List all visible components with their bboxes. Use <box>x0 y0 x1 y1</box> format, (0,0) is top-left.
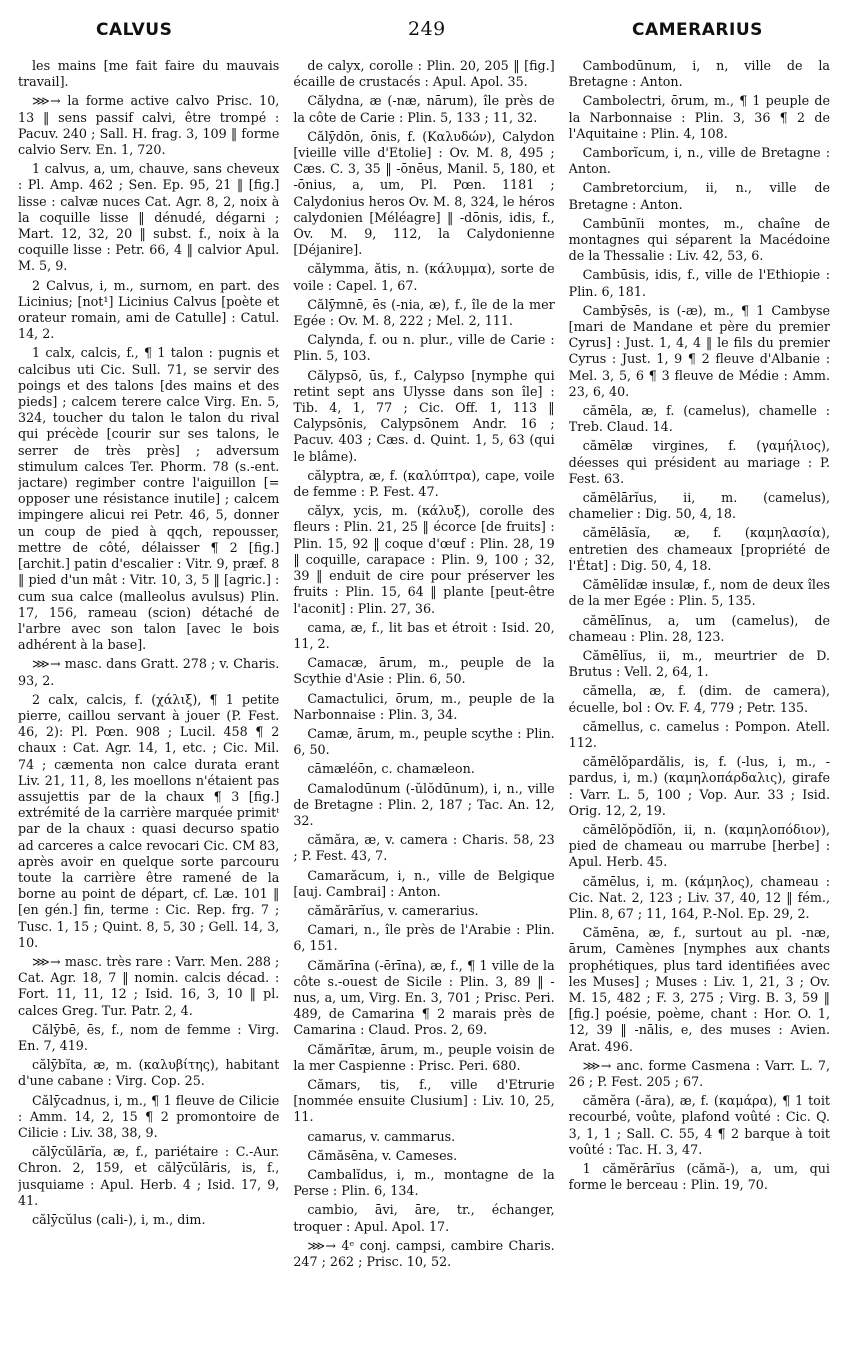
dictionary-entry: les mains [me fait faire du mauvais travail]. <box>18 58 280 90</box>
dictionary-entry: Călydna, æ (-næ, nārum), île près de la côte de Carie : Plin. 5, 133 ; 11, 32. <box>293 93 555 125</box>
dictionary-entry: Camarăcum, i, n., ville de Belgique [auj. Cambrai] : Anton. <box>293 867 555 899</box>
running-head-left: CALVUS <box>96 20 173 40</box>
dictionary-entry: Cambūsis, idis, f., ville de l'Ethiopie : Plin. 6, 181. <box>568 267 830 299</box>
running-head-right: CAMERARIUS <box>632 20 763 40</box>
dictionary-entry: cămărārĭus, v. camerarius. <box>307 902 479 918</box>
page-number: 249 <box>408 18 446 40</box>
dictionary-entry: Cambolectri, ōrum, m., ¶ 1 peuple de la Narbonnaise : Plin. 3, 36 ¶ 2 de l'Aquitaine : Plin. 4, 108. <box>568 93 830 141</box>
dictionary-entry: Călypsō, ūs, f., Calypso [nymphe qui retint sept ans Ulysse dans son île] : Tib. 4, 1, 77 ; Cic. Off. 1, 113 ‖ Calypsōnis, Calypsōnem Andr. 16 ; Pacuv. 403 ; Cæs. d. Quint. 1, 5, 63 (qui le blâme). <box>293 367 555 464</box>
dictionary-entry: 1 calx, calcis, f., ¶ 1 talon : pugnis et calcibus uti Cic. Sull. 71, se servir des poings et des talons [des mains et des pieds] ; calcem terere calce Virg. En. 5, 324, toucher du talon le talon du rival qui précède [courir sur ses talons, le serrer de très près] ; adversum stimulum calces Ter. Phorm. 78 (s.-ent. jactare) regimber contre l'aiguillon [= opposer une résistance inutile] ; calcem impingere alicui rei Petr. 46, 5, donner un coup de pied à qqch, repousser, mettre de côté, délaisser ¶ 2 [fig.] [archit.] patin d'escalier : Vitr. 9, præf. 8 ‖ pied d'un mât : Vitr. 10, 3, 5 ‖ [agric.] : cum sua calce (malleolus avulsus) Plin. 17, 156, rameau (scion) détaché de l'arbre avec son talon [avec le bois adhérent à la base]. <box>18 345 280 653</box>
dictionary-columns <box>18 58 830 1354</box>
dictionary-entry: cambio, āvi, āre, tr., échanger, troquer : Apul. Apol. 17. <box>293 1202 555 1234</box>
dictionary-entry: 1 cămĕrārĭus (cămă-), a, um, qui forme le berceau : Plin. 19, 70. <box>568 1161 830 1193</box>
dictionary-entry: Călȳcadnus, i, m., ¶ 1 fleuve de Cilicie : Amm. 14, 2, 15 ¶ 2 promontoire de Cilicie : Liv. 38, 38, 9. <box>18 1092 280 1140</box>
dictionary-entry: cămēlæ virgines, f. (γαμήλιος), déesses qui président au mariage : P. Fest. 63. <box>568 438 830 486</box>
dictionary-entry: cămēlŏpŏdĭŏn, ii, n. (καμηλοπόδιον), pied de chameau ou marrube [herbe] : Apul. Herb. 45. <box>568 821 830 870</box>
dictionary-entry: Cămars, tis, f., ville d'Etrurie [nommée ensuite Clusium] : Liv. 10, 25, 11. <box>293 1076 555 1125</box>
dictionary-entry: Camari, n., île près de l'Arabie : Plin. 6, 151. <box>293 922 555 954</box>
dictionary-entry: cămellus, c. camelus : Pompon. Atell. 112. <box>568 718 830 750</box>
dictionary-entry: călȳcŭlus (cali-), i, m., dim. <box>32 1212 206 1228</box>
dictionary-entry: cămăra, æ, v. camera : Charis. 58, 23 ; P. Fest. 43, 7. <box>293 832 555 864</box>
dictionary-entry: Camactulici, ōrum, m., peuple de la Narbonnaise : Plin. 3, 34. <box>293 690 555 722</box>
dictionary-entry: călȳcŭlārĭa, æ, f., pariétaire : C.-Aur. Chron. 2, 159, et călȳcŭlāris, is, f., jusquiame : Apul. Herb. 4 ; Isid. 17, 9, 41. <box>18 1144 280 1208</box>
dictionary-entry: Călȳdōn, ōnis, f. (Καλυδών), Calydon [vieille ville d'Etolie] : Ov. M. 8, 495 ; Cæs. C. 3, 35 ‖ -ōnēus, Manil. 5, 180, et -ōnius, a, um, Pl. Pœn. 1181 ; Calydonius heros Ov. M. 8, 324, le héros calydonien [Méléagre] ‖ -dōnis, idis, f., Ov. M. 9, 112, la Calydonienne [Déjanire]. <box>293 128 555 258</box>
dictionary-entry: Cambȳsēs, is (-æ), m., ¶ 1 Cambyse [mari de Mandane et père du premier Cyrus] : Just. 1, 4, 4 ‖ le fils du premier Cyrus : Just. 1, 9 ¶ 2 fleuve d'Albanie : Mel. 3, 5, 6 ¶ 3 fleuve de Médie : Amm. 23, 6, 40. <box>568 302 830 399</box>
dictionary-entry: cămĕra (-ăra), æ, f. (καμάρα), ¶ 1 toit recourbé, voûte, plafond voûté : Cic. Q. 3, 1, 1 ; Sall. C. 55, 4 ¶ 2 barque à toit voûté : Tac. H. 3, 47. <box>568 1093 830 1157</box>
dictionary-entry: Calynda, f. ou n. plur., ville de Carie : Plin. 5, 103. <box>293 332 555 364</box>
page-header <box>0 0 846 56</box>
dictionary-entry: cămēla, æ, f. (camelus), chamelle : Treb. Claud. 14. <box>568 403 830 435</box>
dictionary-entry: Cămărīna (-ērīna), æ, f., ¶ 1 ville de la côte s.-ouest de Sicile : Plin. 3, 89 ‖ -nus, a, um, Virg. En. 3, 701 ; Prisc. Peri. 489, de Camarina ¶ 2 marais près de Camarina : Claud. Pros. 2, 69. <box>293 957 555 1038</box>
dictionary-entry: Călȳbē, ēs, f., nom de femme : Virg. En. 7, 419. <box>18 1021 280 1053</box>
dictionary-entry: cămēlŏpardălis, is, f. (-lus, i, m., -pardus, i, m.) (καμηλοπάρδαλις), girafe : Varr. L. 5, 100 ; Vop. Aur. 33 ; Isid. Orig. 12, 2, 19. <box>568 754 830 818</box>
dictionary-entry: cāmæléōn, c. chamæleon. <box>307 761 475 777</box>
dictionary-entry: cămēlārĭus, ii, m. (camelus), chamelier : Dig. 50, 4, 18. <box>568 490 830 522</box>
dictionary-entry: Călȳmnē, ēs (-nia, æ), f., île de la mer Egée : Ov. M. 8, 222 ; Mel. 2, 111. <box>293 296 555 329</box>
dictionary-entry: Camacæ, ārum, m., peuple de la Scythie d'Asie : Plin. 6, 50. <box>293 655 555 687</box>
dictionary-entry: de calyx, corolle : Plin. 20, 205 ‖ [fig.] écaille de crustacés : Apul. Apol. 35. <box>293 58 555 90</box>
dictionary-entry: ⋙→ anc. forme Casmena : Varr. L. 7, 26 ; P. Fest. 205 ; 67. <box>568 1057 830 1089</box>
dictionary-entry: ⋙→ la forme active calvo Prisc. 10, 13 ‖ sens passif calvi, être trompé : Pacuv. 240 ; Sall. H. frag. 3, 109 ‖ forme calvio Serv. En. 1, 720. <box>18 93 280 158</box>
dictionary-entry: ⋙→ 4ᵉ conj. campsi, cambire Charis. 247 ; 262 ; Prisc. 10, 52. <box>293 1237 555 1270</box>
dictionary-entry: cama, æ, f., lit bas et étroit : Isid. 20, 11, 2. <box>293 619 555 651</box>
column-1 <box>18 58 279 1354</box>
dictionary-entry: 2 Calvus, i, m., surnom, en part. des Licinius; [not¹] Licinius Calvus [poète et orateur romain, ami de Catulle] : Catul. 14, 2. <box>18 277 280 342</box>
dictionary-entry: Camæ, ārum, m., peuple scythe : Plin. 6, 50. <box>293 725 555 758</box>
dictionary-entry: Cămēlĭdæ insulæ, f., nom de deux îles de la mer Egée : Plin. 5, 135. <box>568 577 830 609</box>
dictionary-entry: călyptra, æ, f. (καλύπτρα), cape, voile de femme : P. Fest. 47. <box>293 467 555 500</box>
dictionary-entry: camarus, v. cammarus. <box>307 1128 456 1144</box>
column-2 <box>293 58 554 1354</box>
dictionary-entry: cămēlīnus, a, um (camelus), de chameau : Plin. 28, 123. <box>568 612 830 644</box>
dictionary-entry: Cămărītæ, ārum, m., peuple voisin de la mer Caspienne : Prisc. Peri. 680. <box>293 1041 555 1073</box>
dictionary-entry: Cămēna, æ, f., surtout au pl. -næ, ārum, Camènes [nymphes aux chants prophétiques, plus tard identifiées avec les Muses] ; Muses : Liv. 1, 21, 3 ; Ov. M. 15, 482 ; F. 3, 275 ; Virg. B. 3, 59 ‖ [fig.] poésie, poème, chant : Hor. O. 1, 12, 39 ‖ -nālis, e, des muses : Avien. Arat. 496. <box>568 925 830 1054</box>
dictionary-entry: Cambodūnum, i, n, ville de la Bretagne : Anton. <box>568 58 830 90</box>
dictionary-entry: 2 calx, calcis, f. (χάλιξ), ¶ 1 petite pierre, caillou servant à jouer (P. Fest. 46, 2): Pl. Pœn. 908 ; Lucil. 458 ¶ 2 chaux : Cat. Agr. 14, 1, etc. ; Cic. Mil. 74 ; cæmenta non calce durata erant Liv. 21, 11, 8, les moellons n'étaient pas assujettis par de la chaux ¶ 3 [fig.] extrémité de la carrière marquée primitᵗ par de la chaux : quasi decurso spatio ad carceres a calce revocari Cic. CM 83, après avoir en quelque sorte parcouru toute la carrière être ramené de la borne au point de départ, cf. Læ. 101 ‖ [en gén.] fin, terme : Cic. Rep. frg. 7 ; Tusc. 1, 15 ; Quint. 8, 5, 30 ; Gell. 14, 3, 10. <box>18 691 280 950</box>
column-3 <box>569 58 830 1354</box>
dictionary-entry: Camborĭcum, i, n., ville de Bretagne : Anton. <box>568 145 830 177</box>
dictionary-entry: Cămēlĭus, ii, m., meurtrier de D. Brutus : Vell. 2, 64, 1. <box>568 647 830 680</box>
dictionary-entry: Cambalĭdus, i, m., montagne de la Perse : Plin. 6, 134. <box>293 1167 555 1199</box>
dictionary-entry: cămella, æ, f. (dim. de camera), écuelle, bol : Ov. F. 4, 779 ; Petr. 135. <box>568 683 830 715</box>
dictionary-entry: ⋙→ masc. dans Gratt. 278 ; v. Charis. 93, 2. <box>18 656 280 688</box>
dictionary-entry: Cambūnĭi montes, m., chaîne de montagnes qui séparent la Macédoine de la Thessalie : Liv. 42, 53, 6. <box>568 215 830 264</box>
dictionary-entry: călȳbĭta, æ, m. (καλυβίτης), habitant d'une cabane : Virg. Cop. 25. <box>18 1057 280 1089</box>
dictionary-entry: Cambretorcium, ii, n., ville de Bretagne : Anton. <box>568 180 830 212</box>
dictionary-entry: Cămăsēna, v. Cameses. <box>307 1147 458 1163</box>
dictionary-entry: călymma, ătis, n. (κάλυμμα), sorte de voile : Capel. 1, 67. <box>293 261 555 293</box>
dictionary-entry: ⋙→ masc. très rare : Varr. Men. 288 ; Cat. Agr. 18, 7 ‖ nomin. calcis décad. : Fort. 11, 11, 12 ; Isid. 16, 3, 10 ‖ pl. calces Greg. Tur. Patr. 2, 4. <box>18 953 280 1018</box>
dictionary-entry: călyx, ycis, m. (κάλυξ), corolle des fleurs : Plin. 21, 25 ‖ écorce [de fruits] : Plin. 15, 92 ‖ coque d'œuf : Plin. 28, 19 ‖ coquille, carapace : Plin. 9, 100 ; 32, 39 ‖ enduit de cire pour préserver les fruits : Plin. 15, 64 ‖ plante [peut-être l'aconit] : Plin. 27, 36. <box>293 503 555 616</box>
dictionary-entry: cămēlus, i, m. (κάμηλος), chameau : Cic. Nat. 2, 123 ; Liv. 37, 40, 12 ‖ fém., Plin. 8, 67 ; 11, 164, P.-Nol. Ep. 29, 2. <box>568 873 830 921</box>
dictionary-entry: cămēlāsĭa, æ, f. (καμηλασία), entretien des chameaux [propriété de l'État] : Dig. 50, 4, 18. <box>568 525 830 573</box>
dictionary-entry: 1 calvus, a, um, chauve, sans cheveux : Pl. Amp. 462 ; Sen. Ep. 95, 21 ‖ [fig.] lisse : calvæ nuces Cat. Agr. 8, 2, noix à la coquille lisse ‖ dénudé, dégarni ; Mart. 12, 32, 20 ‖ subst. f., noix à la coquille lisse : Petr. 66, 4 ‖ calvior Apul. M. 5, 9. <box>18 161 280 274</box>
dictionary-entry: Camalodūnum (-ŭlŏdūnum), i, n., ville de Bretagne : Plin. 2, 187 ; Tac. An. 12, 32. <box>293 780 555 828</box>
